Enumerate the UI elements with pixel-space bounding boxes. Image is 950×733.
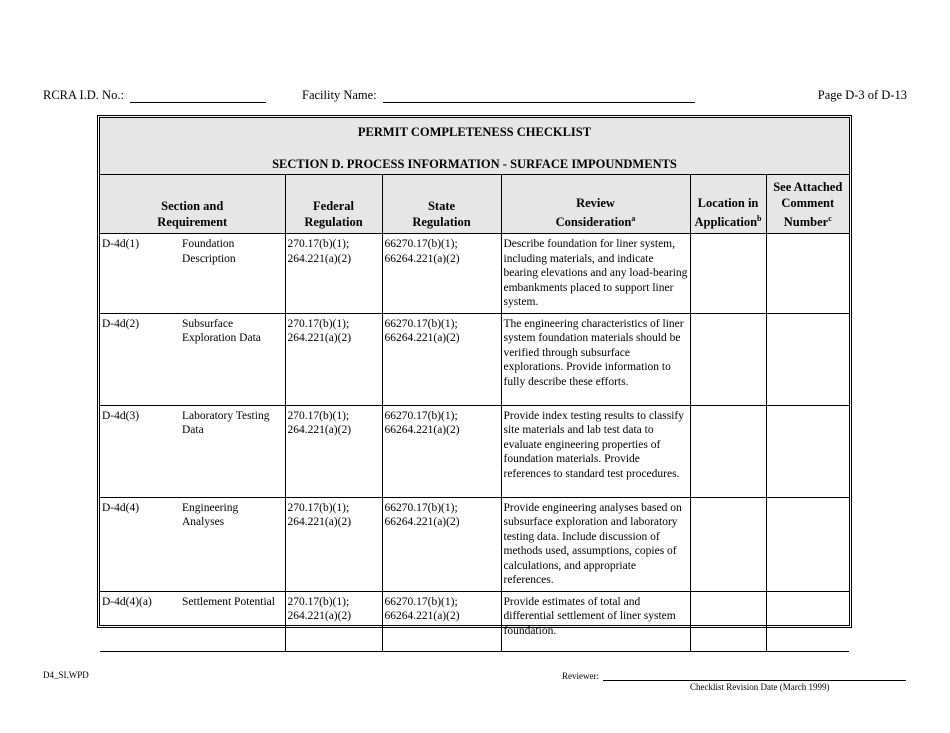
file-name: D4_SI.WPD (43, 670, 89, 680)
row-federal: 270.17(b)(1); 264.221(a)(2) (285, 313, 382, 405)
row-section-id: D-4d(4) (102, 501, 140, 514)
col-location-in-application: Location in Application$^b$ (690, 175, 766, 234)
table-row (100, 313, 849, 405)
row-federal: 270.17(b)(1); 264.221(a)(2) (285, 234, 382, 314)
table-row (100, 405, 849, 497)
table-row (100, 591, 849, 651)
table-row (100, 497, 849, 591)
row-location-input[interactable] (690, 313, 766, 405)
row-requirement: Settlement Potential (182, 595, 275, 608)
row-location-input[interactable] (690, 234, 766, 314)
row-section-id: D-4d(1) (102, 238, 140, 251)
row-state: 66270.17(b)(1); 66264.221(a)(2) (382, 234, 501, 314)
reviewer-label: Reviewer: (562, 671, 599, 681)
reviewer-field (562, 670, 906, 681)
rcra-id-blank[interactable] (130, 89, 266, 103)
row-review: Provide index testing results to classify site materials and lab test data to evaluate engineering properties of foundation materials. Provide references to standard test procedures. (501, 405, 690, 497)
row-comment-input[interactable] (766, 405, 849, 497)
revision-date: Checklist Revision Date (March 1999) (690, 682, 830, 692)
row-state: 66270.17(b)(1); 66264.221(a)(2) (382, 591, 501, 651)
row-comment-input[interactable] (766, 234, 849, 314)
row-state: 66270.17(b)(1); 66264.221(a)(2) (382, 405, 501, 497)
row-requirement: Subsurface Exploration Data (182, 317, 261, 345)
row-requirement: Foundation Description (182, 238, 236, 265)
row-requirement: Engineering Analyses (182, 501, 239, 529)
row-location-input[interactable] (690, 405, 766, 497)
col-section-requirement: Section and Requirement (100, 175, 285, 234)
rcra-id-label: RCRA I.D. No.: (43, 88, 124, 102)
row-location-input[interactable] (690, 497, 766, 591)
col-state-regulation: State Regulation (382, 175, 501, 234)
row-federal: 270.17(b)(1); 264.221(a)(2) (285, 591, 382, 651)
row-review: Describe foundation for liner system, including materials, and indicate bearing elevations and any load-bearing embankments placed to support liner system. (501, 234, 690, 314)
table-row (100, 234, 849, 314)
title-band (100, 118, 849, 175)
row-location-input[interactable] (690, 591, 766, 651)
row-comment-input[interactable] (766, 313, 849, 405)
col-federal-regulation: Federal Regulation (285, 175, 382, 234)
table-header-row (100, 175, 849, 234)
facility-name-label: Facility Name: (302, 88, 377, 102)
row-review: Provide engineering analyses based on subsurface exploration and laboratory testing data. Include discussion of methods used, assumptions, copies of calculations, and appropriate references. (501, 497, 690, 591)
row-federal: 270.17(b)(1); 264.221(a)(2) (285, 497, 382, 591)
col-review-consideration: Review Consideration$^a$ (501, 175, 690, 234)
row-section-id: D-4d(2) (102, 317, 140, 330)
checklist-table (100, 175, 849, 652)
row-section-id: D-4d(4)(a) (102, 595, 152, 608)
col-comment-number: See Attached Comment Number$^c$ (766, 175, 849, 234)
rcra-id-field (43, 88, 266, 103)
row-state: 66270.17(b)(1); 66264.221(a)(2) (382, 497, 501, 591)
checklist-frame (97, 115, 852, 637)
checklist-title: PERMIT COMPLETENESS CHECKLIST (357, 125, 592, 139)
facility-name-field (302, 88, 695, 103)
row-comment-input[interactable] (766, 591, 849, 651)
row-review: The engineering characteristics of liner system foundation materials should be verified through subsurface explorations. Provide information to fully describe these efforts. (501, 313, 690, 405)
row-federal: 270.17(b)(1); 264.221(a)(2) (285, 405, 382, 497)
facility-name-blank[interactable] (383, 89, 695, 103)
section-title: SECTION D. PROCESS INFORMATION - SURFACE IMPOUNDMENTS (272, 157, 677, 171)
page-number: Page D-3 of D-13 (817, 88, 907, 102)
reviewer-blank[interactable] (603, 670, 906, 681)
row-review: Provide estimates of total and differential settlement of liner system foundation. (501, 591, 690, 651)
row-comment-input[interactable] (766, 497, 849, 591)
row-state: 66270.17(b)(1); 66264.221(a)(2) (382, 313, 501, 405)
row-requirement: Laboratory Testing Data (182, 409, 270, 437)
row-section-id: D-4d(3) (102, 409, 140, 422)
